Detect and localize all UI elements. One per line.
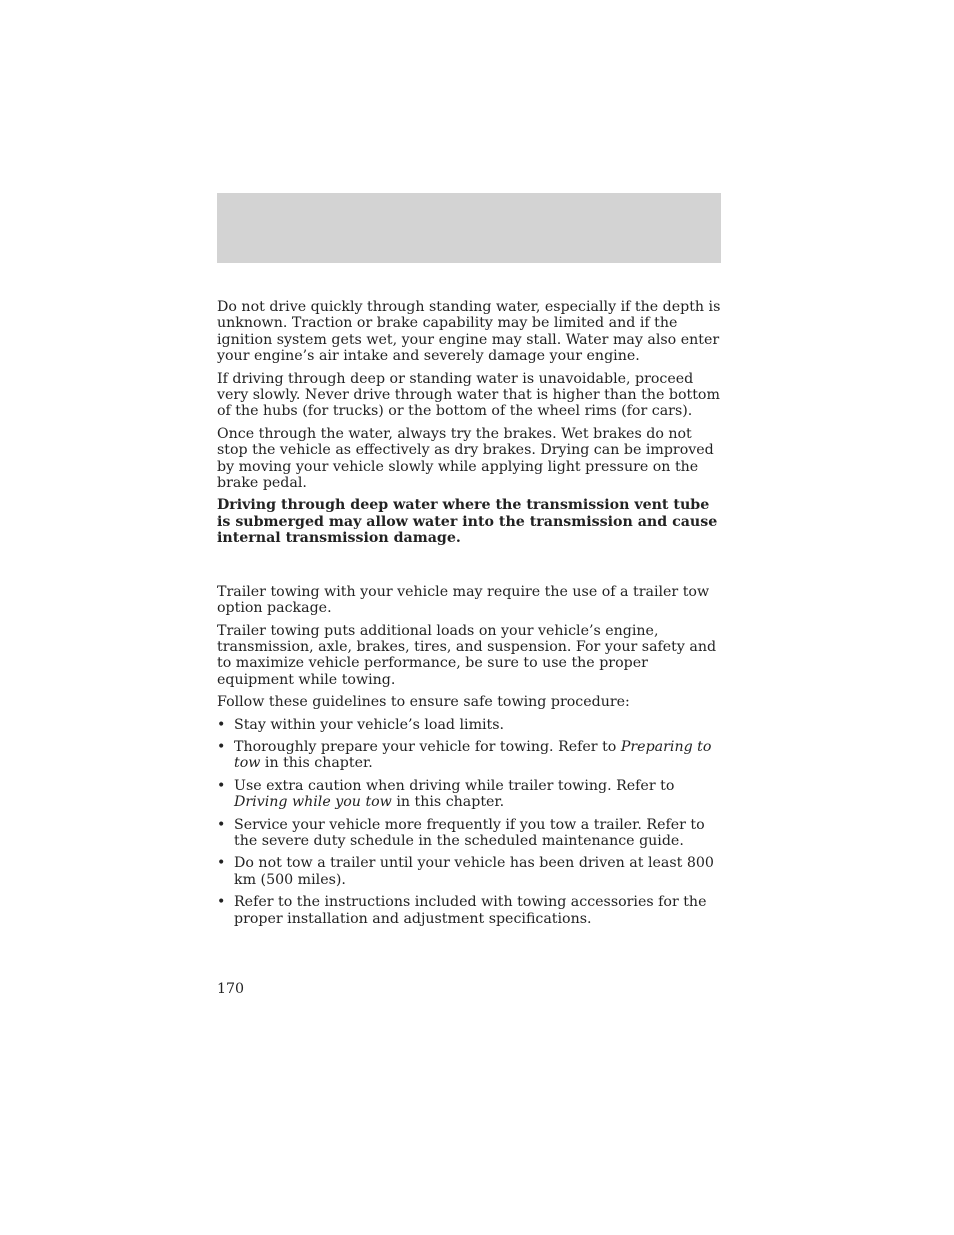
list-item-text: Use extra caution when driving while trailer towing. Refer to	[234, 777, 675, 794]
towing-paragraph-3: Follow these guidelines to ensure safe towing procedure:	[217, 694, 630, 711]
water-paragraph-3: Once through the water, always try the brakes. Wet brakes do not stop the vehicle as effectively as dry brakes. Drying can be improved by moving your vehicle slowly while applying light pressure on the brake pedal.	[217, 425, 714, 492]
header-band	[217, 193, 721, 263]
bullet-icon: •	[217, 816, 226, 833]
list-item	[217, 717, 721, 733]
towing-paragraph-1: Trailer towing with your vehicle may require the use of a trailer tow option package.	[217, 583, 710, 617]
page-number: 170	[217, 981, 245, 997]
list-item	[217, 894, 721, 927]
list-item-text: in this chapter.	[260, 755, 373, 772]
section-gap	[217, 547, 721, 584]
page-content	[217, 299, 721, 933]
cross-reference-driving-while-you-tow: Driving while you tow	[234, 794, 392, 811]
towing-guidelines-list	[217, 717, 721, 927]
bullet-icon: •	[217, 716, 226, 733]
list-item	[217, 739, 721, 772]
list-item	[217, 855, 721, 888]
list-item-text: in this chapter.	[391, 794, 505, 811]
bullet-icon: •	[217, 894, 226, 911]
list-item	[217, 817, 721, 850]
water-warning: Driving through deep water where the transmission vent tube is submerged may allow water into the transmission and cause internal transmission damage.	[217, 497, 718, 547]
list-item-text: Refer to the instructions included with towing accessories for the proper installation and adjustment specifications.	[234, 894, 707, 927]
cross-reference-preparing-to-tow: Preparing to tow	[234, 738, 712, 772]
towing-paragraph-2: Trailer towing puts additional loads on your vehicle’s engine, transmission, axle, brakes, tires, and suspension. For your safety and to maximize vehicle performance, be sure to use the proper equipment while towing.	[217, 622, 717, 688]
water-paragraph-1: Do not drive quickly through standing water, especially if the depth is unknown. Traction or brake capability may be limited and if the ignition system gets wet, your engine may stall. Water may also enter your engine’s air intake and severely damage your engine.	[217, 299, 721, 365]
list-item-text: Do not tow a trailer until your vehicle has been driven at least 800 km (500 miles).	[234, 855, 714, 888]
list-item-text: Thoroughly prepare your vehicle for towing. Refer to	[234, 738, 621, 755]
list-item-text: Stay within your vehicle’s load limits.	[234, 716, 505, 733]
bullet-icon: •	[217, 855, 226, 872]
water-paragraph-2: If driving through deep or standing water is unavoidable, proceed very slowly. Never drive through water that is higher than the bottom of the hubs (for trucks) or the bottom of the wheel rims (for cars).	[217, 370, 720, 420]
list-item	[217, 778, 721, 811]
list-item-text: Service your vehicle more frequently if you tow a trailer. Refer to the severe duty schedule in the scheduled maintenance guide.	[234, 816, 705, 849]
bullet-icon: •	[217, 738, 226, 755]
bullet-icon: •	[217, 777, 226, 794]
